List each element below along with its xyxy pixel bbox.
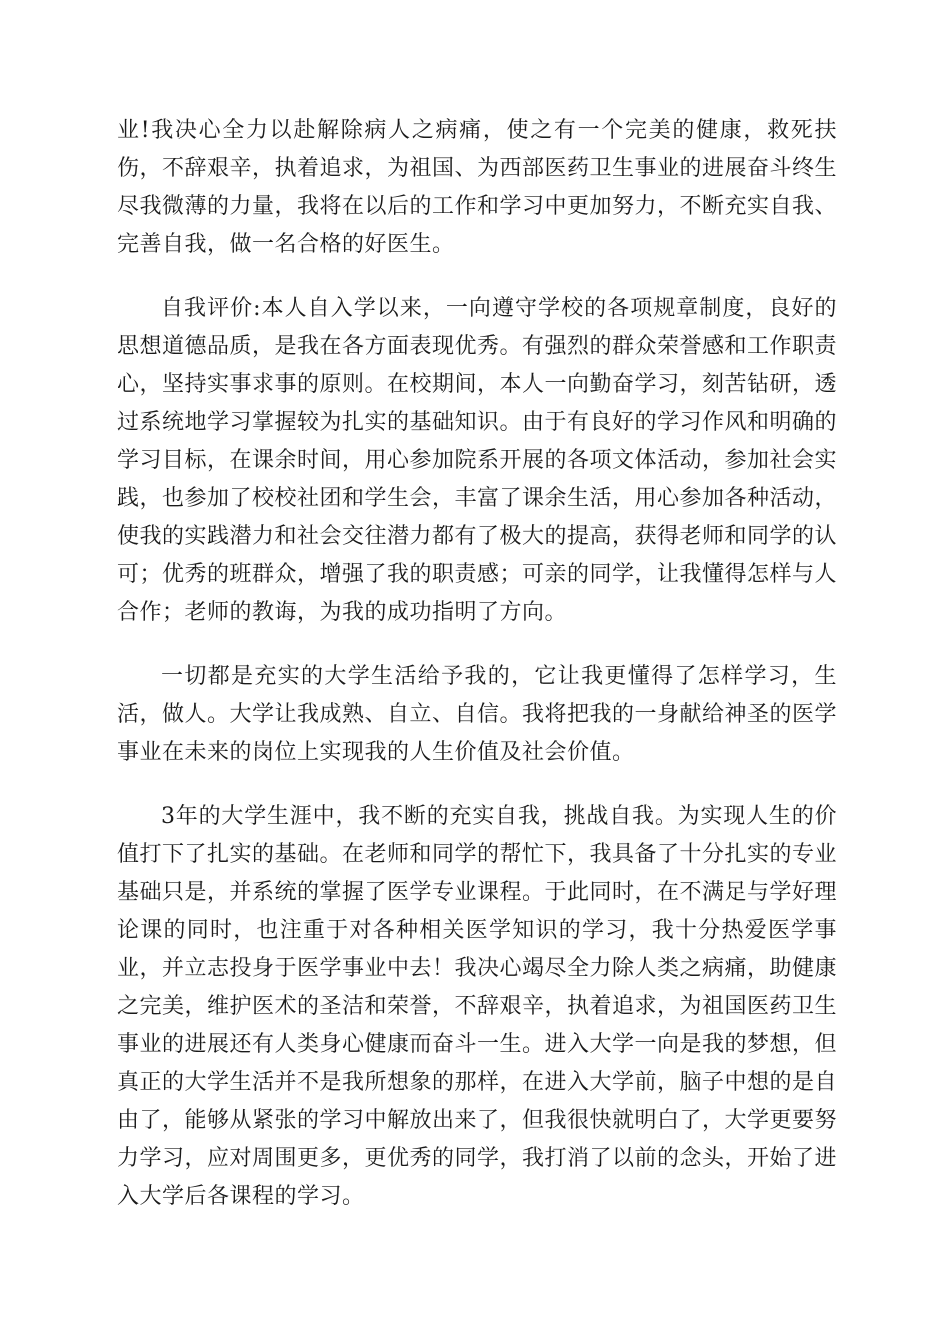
- paragraph-college-life: 一切都是充实的大学生活给予我的，它让我更懂得了怎样学习，生活，做人。大学让我成熟、自立、自信。我将把我的一身献给神圣的医学事业在未来的岗位上实现我的人生价值及社会价值。: [117, 664, 838, 765]
- paragraph-continuation: 业!我决心全力以赴解除病人之病痛，使之有一个完美的健康，救死扶伤，不辞艰辛，执着追求，为祖国、为西部医药卫生事业的进展奋斗终生尽我微薄的力量，我将在以后的工作和学习中更加努力，不断充实自我、完善自我，做一名合格的好医生。: [117, 118, 838, 257]
- document-body: [117, 112, 837, 1242]
- paragraph-self-evaluation: 自我评价:本人自入学以来，一向遵守学校的各项规章制度，良好的思想道德品质，是我在各方面表现优秀。有强烈的群众荣誉感和工作职责心，坚持实事求事的原则。在校期间，本人一向勤奋学习，刻苦钻研，透过系统地学习掌握较为扎实的基础知识。由于有良好的学习作风和明确的学习目标，在课余时间，用心参加院系开展的各项文体活动，参加社会实践，也参加了校校社团和学生会，丰富了课余生活，用心参加各种活动，使我的实践潜力和社会交往潜力都有了极大的提高，获得老师和同学的认可；优秀的班群众，增强了我的职责感；可亲的同学，让我懂得怎样与人合作；老师的教诲，为我的成功指明了方向。: [117, 296, 838, 625]
- paragraph-three-years: 3年的大学生涯中，我不断的充实自我，挑战自我。为实现人生的价值打下了扎实的基础。在老师和同学的帮忙下，我具备了十分扎实的专业基础只是，并系统的掌握了医学专业课程。于此同时，在不满足与学好理论课的同时，也注重于对各种相关医学知识的学习，我十分热爱医学事业，并立志投身于医学事业中去！我决心竭尽全力除人类之病痛，助健康之完美，维护医术的圣洁和荣誉，不辞艰辛，执着追求，为祖国医药卫生事业的进展还有人类身心健康而奋斗一生。进入大学一向是我的梦想，但真正的大学生活并不是我所想象的那样，在进入大学前，脑子中想的是自由了，能够从紧张的学习中解放出来了，但我很快就明白了，大学更要努力学习，应对周围更多，更优秀的同学，我打消了以前的念头，开始了进入大学后各课程的学习。: [117, 804, 838, 1209]
